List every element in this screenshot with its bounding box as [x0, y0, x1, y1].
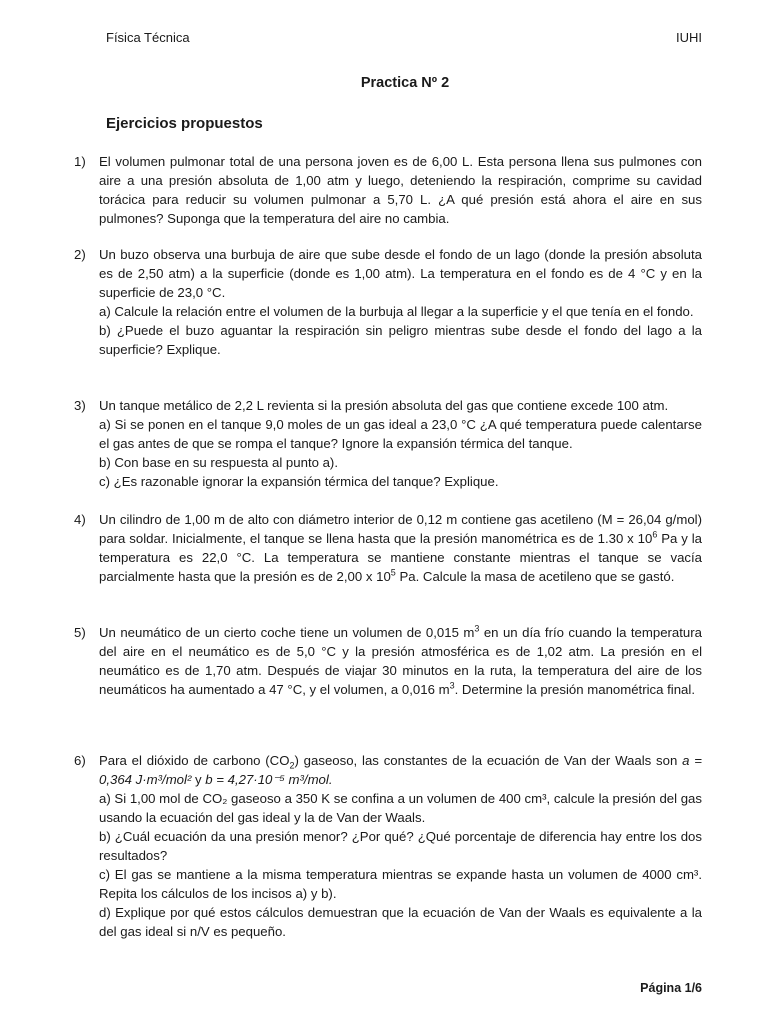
- exercise-number: 2): [74, 247, 86, 262]
- exercise-part-a: a) Calcule la relación entre el volumen de la burbuja al llegar a la superficie y el que tenía en el fondo.: [99, 304, 694, 319]
- exercise-number: 5): [74, 625, 86, 640]
- exercise-text: El volumen pulmonar total de una persona joven es de 6,00 L. Esta persona llena sus pulmones con aire a una presión absoluta de 1,00 atm y luego, deteniendo la respiración, comprime su cavidad torácica para reducir su volumen pulmonar a 5,70 L. ¿A qué presión está ahora el aire en sus pulmones? Suponga que la temperatura del aire no cambia.: [99, 154, 702, 226]
- exercise-text: Un neumático de un cierto coche tiene un volumen de 0,015 $m^3$ en un día frío cuando la temperatura del aire en el neumático es de 5,0 °C y la presión atmosférica es de 1,02 atm. La presión en el neumático es de 1,70 atm. Después de viajar 30 minutos en la ruta, la temperatura del aire de los neumáticos ha aumentado a 47 °C, y el volumen, a 0,016 $m^3$. Determine la presión manométrica final.: [99, 623, 702, 697]
- exercise-part-b: b) ¿Puede el buzo aguantar la respiración sin peligro mientras sube desde el fondo del lago a la superficie? Explique.: [99, 323, 702, 357]
- exercise-part-b: b) Con base en su respuesta al punto a).: [99, 455, 338, 470]
- exercise-number: 6): [74, 753, 86, 768]
- page-title: Practica Nº 2: [360, 75, 450, 91]
- exercise-part-a: a) Si se ponen en el tanque 9,0 moles de un gas ideal a 23,0 °C ¿A qué temperatura puede calentarse el gas antes de que se rompa el tanque? Ignore la expansión térmica del tanque.: [99, 417, 702, 451]
- exercise-1: [74, 152, 702, 228]
- exercise-number: 1): [74, 154, 86, 169]
- exercise-text: Un tanque metálico de 2,2 L revienta si la presión absoluta del gas que contiene excede 100 atm.: [99, 398, 669, 413]
- exercise-number: 3): [74, 398, 86, 413]
- header-course: Física Técnica: [106, 30, 190, 45]
- exercise-text: Un buzo observa una burbuja de aire que sube desde el fondo de un lago (donde la presión absoluta es de 2,50 atm) a la superficie (donde es 1,00 atm). La temperatura en el fondo es de 4 °C y en la superficie de 23,0 °C.: [99, 247, 702, 300]
- section-subtitle: Ejercicios propuestos: [106, 115, 263, 132]
- exercise-4: [74, 510, 702, 586]
- header-institution: IUHI: [676, 30, 702, 45]
- exercise-2: [74, 245, 702, 359]
- exercise-part-c: c) El gas se mantiene a la misma temperatura mientras se expande hasta un volumen de 4000 cm³. Repita los cálculos de los incisos a) y b).: [99, 867, 702, 901]
- exercise-5: [74, 623, 702, 699]
- page-number: Página 1/6: [640, 981, 702, 995]
- exercise-part-a: a) Si 1,00 mol de CO₂ gaseoso a 350 K se confina a un volumen de 400 cm³, calcule la presión del gas usando la ecuación del gas ideal y la de Van der Waals.: [99, 791, 702, 825]
- exercise-part-d: d) Explique por qué estos cálculos demuestran que la ecuación de Van der Waals es equivalente a la del gas ideal si n/V es pequeño.: [99, 905, 702, 939]
- exercise-3: [74, 396, 702, 491]
- exercise-part-c: c) ¿Es razonable ignorar la expansión térmica del tanque? Explique.: [99, 474, 499, 489]
- exercise-part-b: b) ¿Cuál ecuación da una presión menor? ¿Por qué? ¿Qué porcentaje de diferencia hay entre los dos resultados?: [99, 829, 702, 863]
- exercise-6: [74, 751, 702, 941]
- exercise-text: Un cilindro de 1,00 m de alto con diámetro interior de 0,12 m contiene gas acetileno (M = 26,04 g/mol) para soldar. Inicialmente, el tanque se llena hasta que la presión manométrica es de 1.30 x $10^6$ Pa y la temperatura es 22,0 °C. La temperatura se mantiene constante mientras el tanque se vacía parcialmente hasta que la presión es de 2,00 x $10^5$ Pa. Calcule la masa de acetileno que se gastó.: [99, 512, 702, 584]
- exercise-number: 4): [74, 512, 86, 527]
- exercise-intro: Para el dióxido de carbono $(CO_2)$ gaseoso, las constantes de la ecuación de Van der Waals son a = 0,364 J·m³/mol² y b = 4,27·10⁻⁵ m³/mol.: [99, 753, 702, 787]
